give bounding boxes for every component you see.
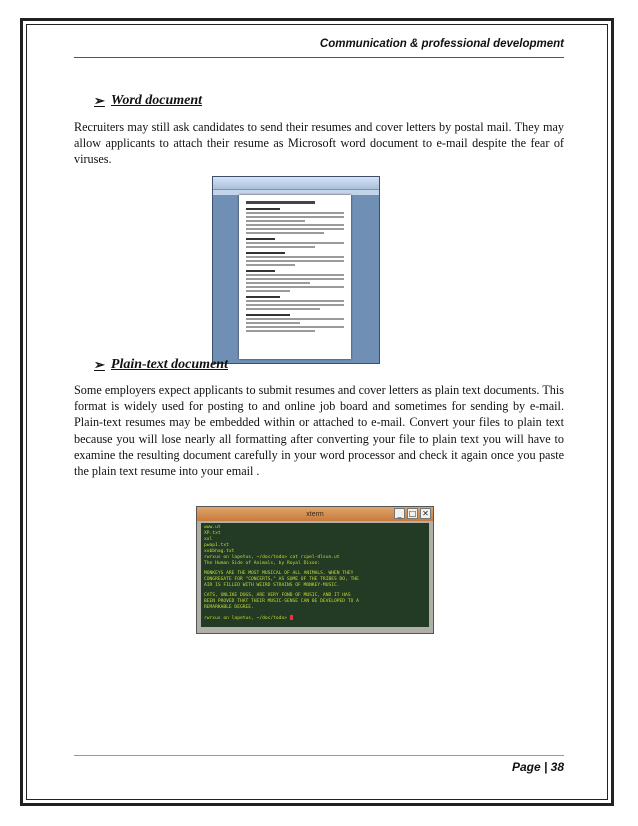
terminal-line: xxbbhag.txt bbox=[204, 549, 235, 554]
word-ribbon bbox=[213, 177, 379, 190]
terminal-line: XP.txt bbox=[204, 531, 221, 536]
footer-rule bbox=[74, 755, 564, 756]
terminal-line: MONKEYS ARE THE MOST MUSICAL OF ALL ANIMALS. WHEN THEY bbox=[204, 571, 354, 576]
header-rule bbox=[74, 57, 564, 58]
terminal-line: BEEN PROVED THAT THEIR MUSIC-SENSE CAN BE DEVELOPED TO A bbox=[204, 599, 359, 604]
arrow-bullet-icon: ➢ bbox=[94, 93, 105, 108]
xterm-title: xterm bbox=[306, 510, 324, 518]
heading-text: Word document bbox=[110, 93, 203, 108]
page-number: Page | 38 bbox=[511, 760, 564, 774]
terminal-line: CONGREGATE FOR "CONCERTS," AS SOME OF THE TRIBES DO, THE bbox=[204, 577, 359, 582]
terminal-line: The Human Side of Animals, by Royal Dixon: bbox=[204, 561, 321, 566]
minimize-icon: _ bbox=[394, 508, 405, 519]
close-icon: ✕ bbox=[420, 508, 431, 519]
terminal-line: AIR IS FILLED WITH WEIRD STRAINS OF MONKEY-MUSIC. bbox=[204, 583, 340, 588]
word-page bbox=[239, 195, 351, 359]
section-heading-word bbox=[94, 93, 202, 109]
terminal-cursor bbox=[290, 615, 293, 620]
terminal-line: rwrxus on lapetus, ~/doc/todo> cat rcpel-dlsun.ut bbox=[204, 555, 340, 560]
heading-text: Plain-text document bbox=[110, 357, 228, 372]
running-header: Communication & professional development bbox=[319, 38, 564, 50]
xterm-title-bar bbox=[197, 507, 433, 521]
arrow-bullet-icon: ➢ bbox=[94, 357, 105, 372]
paragraph-plain-text: Some employers expect applicants to submit resumes and cover letters as plain text documents. This format is widely used for posting to and online job board and sometimes for sending by e-mail. Plain-text resumes may be embedded within or attached to e-mail. Convert your files to plain text because you will lose nearly all formatting after converting your file to plain text you will have to examine the resulting document carefully in your word processor and check it again once you paste the plain text resume into your email . bbox=[74, 383, 564, 479]
terminal-line: CATS, UNLIKE DOGS, ARE VERY FOND OF MUSIC, AND IT HAS bbox=[204, 593, 351, 598]
xterm-screenshot bbox=[196, 506, 434, 634]
paragraph-word: Recruiters may still ask candidates to send their resumes and cover letters by postal mail. They may allow applicants to attach their resume as Microsoft word document to e-mail despite the fear of viruses. bbox=[74, 120, 564, 167]
maximize-icon: □ bbox=[408, 509, 417, 518]
terminal-prompt: rwrxus on lapetus, ~/doc/todo> bbox=[204, 616, 287, 621]
section-heading-plain-text bbox=[94, 357, 228, 373]
word-document-screenshot bbox=[212, 176, 380, 364]
terminal-line: REMARKABLE DEGREE. bbox=[204, 605, 254, 610]
terminal-screen bbox=[201, 523, 429, 627]
terminal-line: pwap1.txt bbox=[204, 543, 229, 548]
terminal-line: www.ut bbox=[204, 525, 221, 530]
terminal-prompt-line bbox=[204, 615, 426, 622]
terminal-line: xxl bbox=[204, 537, 213, 542]
